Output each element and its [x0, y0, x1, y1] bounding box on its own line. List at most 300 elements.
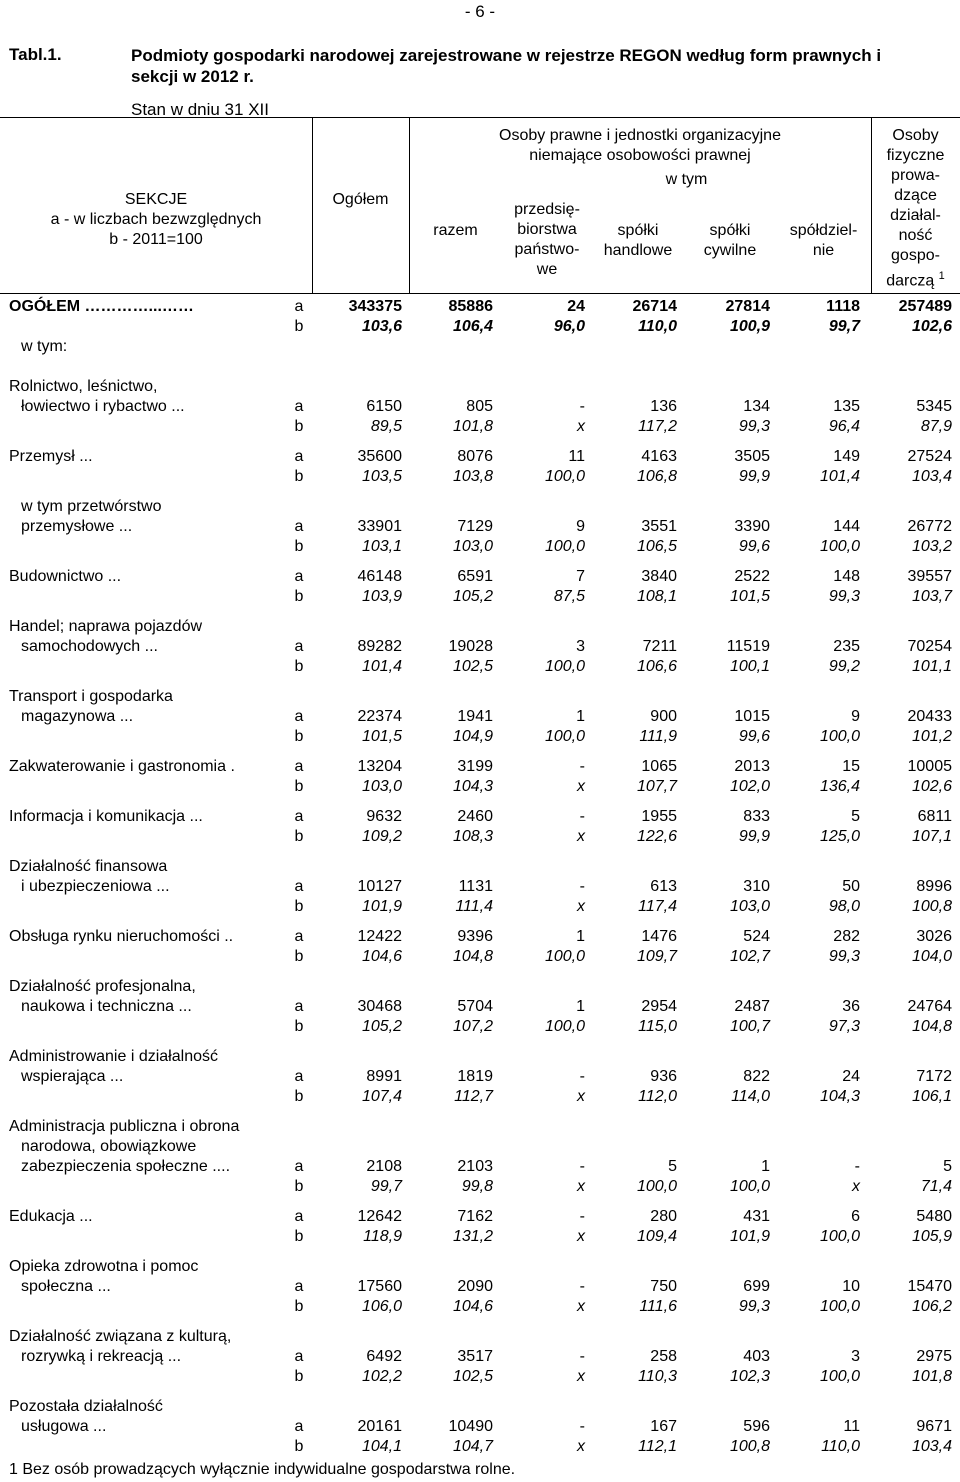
table-row	[0, 807, 960, 827]
table-cell: 5480	[916, 1208, 952, 1225]
table-cell: -	[579, 808, 585, 825]
table-row	[0, 997, 960, 1017]
table-cell: -	[579, 1418, 585, 1435]
table-cell: 33901	[357, 518, 402, 535]
table-cell: 102,7	[729, 948, 770, 965]
table-cell: 258	[650, 1348, 677, 1365]
table-cell: 26772	[907, 518, 952, 535]
table-cell: 136,4	[819, 778, 860, 795]
table-cell: x	[577, 1228, 585, 1245]
table-cell: 99,3	[738, 418, 770, 435]
table-cell: 103,1	[361, 538, 402, 555]
table-row	[0, 397, 960, 417]
row-label: Rolnictwo, leśnictwo,	[9, 378, 158, 395]
row-label: narodowa, obowiązkowe	[21, 1138, 197, 1155]
table-cell: 30468	[357, 998, 402, 1015]
table-cell: 108,1	[636, 588, 677, 605]
row-label: OGÓŁEM …………...……	[9, 298, 194, 315]
table-cell: 1118	[826, 298, 860, 315]
table-cell: 1131	[458, 878, 493, 895]
table-cell: 99,3	[738, 1298, 770, 1315]
row-label: społeczna ...	[21, 1278, 111, 1295]
table-cell: 99,6	[738, 728, 770, 745]
row-type: a	[294, 1208, 304, 1225]
row-type: a	[294, 878, 304, 895]
table-cell: 111,4	[455, 898, 493, 915]
table-cell: 5704	[457, 998, 493, 1015]
table-cell: 10490	[448, 1418, 493, 1435]
table-cell: -	[579, 398, 585, 415]
table-cell: 103,2	[911, 538, 952, 555]
table-cell: -	[854, 1158, 860, 1175]
row-type: a	[294, 928, 304, 945]
table-row	[0, 1437, 960, 1457]
table-cell: 100,8	[911, 898, 952, 915]
table-cell: 115,0	[638, 1018, 677, 1035]
table-cell: 104,1	[361, 1438, 402, 1455]
table-cell: 3390	[734, 518, 770, 535]
table-cell: 97,3	[828, 1018, 860, 1035]
table-cell: 107,7	[636, 778, 677, 795]
table-cell: 5	[668, 1158, 677, 1175]
table-cell: 7172	[916, 1068, 952, 1085]
table-cell: 100,0	[729, 1178, 770, 1195]
row-label: Przemysł ...	[9, 448, 93, 465]
row-type: b	[294, 1298, 304, 1315]
table-cell: 103,0	[361, 778, 402, 795]
table-cell: 111,6	[639, 1298, 677, 1315]
table-cell: 24	[567, 298, 585, 315]
row-type: a	[294, 808, 304, 825]
table-cell: 103,5	[361, 468, 402, 485]
table-cell: 39557	[907, 568, 952, 585]
table-cell: 6150	[366, 398, 402, 415]
row-label: łowiectwo i rybactwo ...	[21, 398, 185, 415]
table-cell: 900	[650, 708, 677, 725]
table-cell: 117,4	[638, 898, 677, 915]
table-row	[0, 757, 960, 777]
table-row	[0, 877, 960, 897]
section-label-line	[0, 617, 960, 637]
table-cell: 3517	[457, 1348, 493, 1365]
table-cell: 6	[851, 1208, 860, 1225]
table-row	[0, 1087, 960, 1107]
section-label-line	[0, 1257, 960, 1277]
table-cell: 3199	[457, 758, 493, 775]
table-cell: 96,4	[828, 418, 860, 435]
table-cell: 3	[576, 638, 585, 655]
table-cell: 134	[743, 398, 770, 415]
table-cell: 20161	[357, 1418, 402, 1435]
table-cell: 101,9	[361, 898, 402, 915]
row-label: Zakwaterowanie i gastronomia .	[9, 758, 235, 775]
table-cell: 3	[851, 1348, 860, 1365]
table-cell: 106,0	[361, 1298, 402, 1315]
total-header: Ogółem	[332, 191, 389, 208]
table-row	[0, 727, 960, 747]
section-label-line	[0, 857, 960, 877]
table-row	[0, 567, 960, 587]
table-cell: 750	[650, 1278, 677, 1295]
table-cell: 7162	[457, 1208, 493, 1225]
table-cell: 257489	[898, 298, 952, 315]
table-cell: x	[577, 1088, 585, 1105]
table-label: Tabl.1.	[9, 45, 62, 64]
row-label: Pozostała działalność	[9, 1398, 163, 1415]
row-type: b	[294, 318, 304, 335]
table-cell: 2487	[734, 998, 770, 1015]
table-cell: 100,0	[819, 1368, 860, 1385]
table-cell: 3840	[641, 568, 677, 585]
table-cell: 104,7	[452, 1438, 493, 1455]
row-type: a	[294, 1418, 304, 1435]
row-type: b	[294, 898, 304, 915]
table-cell: 99,3	[828, 948, 860, 965]
table-cell: 10	[842, 1278, 860, 1295]
table-cell: 99,9	[738, 828, 770, 845]
table-row	[0, 897, 960, 917]
row-type: a	[294, 1068, 304, 1085]
table-cell: 310	[743, 878, 770, 895]
row-type: a	[294, 1158, 304, 1175]
table-cell: 104,8	[452, 948, 493, 965]
table-row	[0, 947, 960, 967]
natural-persons-header: Osoby fizyczne prowa- dzące działal- ność gospo- darczą $^1$	[886, 127, 945, 290]
table-cell: 101,5	[361, 728, 402, 745]
table-cell: 1476	[641, 928, 677, 945]
table-cell: 36	[842, 998, 860, 1015]
table-cell: 1015	[734, 708, 770, 725]
table-cell: 100,0	[544, 948, 585, 965]
table-cell: 101,4	[361, 658, 402, 675]
table-cell: 17560	[357, 1278, 402, 1295]
table-cell: 100,0	[636, 1178, 677, 1195]
row-label: samochodowych ...	[21, 638, 158, 655]
row-type: b	[294, 828, 304, 845]
table-cell: x	[577, 828, 585, 845]
table-cell: -	[579, 1348, 585, 1365]
table-cell: 100,7	[729, 1018, 770, 1035]
table-body	[0, 297, 960, 1457]
table-cell: 5345	[916, 398, 952, 415]
table-subtitle: Stan w dniu 31 XII	[131, 100, 269, 119]
table-cell: 89282	[357, 638, 402, 655]
table-cell: 9	[851, 708, 860, 725]
table-cell: 102,3	[729, 1368, 770, 1385]
table-cell: 5	[943, 1158, 952, 1175]
table-cell: 131,2	[452, 1228, 493, 1245]
table-cell: 109,4	[636, 1228, 677, 1245]
table-cell: 107,4	[361, 1088, 402, 1105]
table-cell: 27814	[725, 298, 770, 315]
table-cell: 87,9	[920, 418, 952, 435]
sections-header: SEKCJE a - w liczbach bezwzględnych b - 2011=100	[50, 191, 262, 248]
table-cell: 431	[743, 1208, 770, 1225]
row-label: usługowa ...	[21, 1418, 107, 1435]
table-cell: 104,6	[452, 1298, 493, 1315]
table-cell: x	[577, 1298, 585, 1315]
table-cell: 103,0	[452, 538, 493, 555]
legal-persons-header: Osoby prawne i jednostki organizacyjne niemające osobowości prawnej	[499, 127, 781, 164]
table-cell: 107,1	[911, 828, 952, 845]
table-cell: 2108	[366, 1158, 402, 1175]
table-row	[0, 1367, 960, 1387]
table-cell: 100,0	[544, 728, 585, 745]
row-type: a	[294, 518, 304, 535]
table-cell: 524	[743, 928, 770, 945]
table-row	[0, 1177, 960, 1197]
state-enterprises-header: przedsię- biorstwa państwo- we	[514, 201, 580, 278]
table-cell: 24	[842, 1068, 860, 1085]
subheading-row	[0, 337, 960, 357]
row-type: b	[294, 418, 304, 435]
table-cell: 35600	[357, 448, 402, 465]
table-cell: x	[577, 1438, 585, 1455]
table-cell: 9	[576, 518, 585, 535]
table-cell: 110,0	[821, 1438, 860, 1455]
table-row	[0, 417, 960, 437]
table-cell: 101,4	[819, 468, 860, 485]
table-cell: 9632	[366, 808, 402, 825]
table-cell: 85886	[448, 298, 493, 315]
table-cell: 111,9	[639, 728, 677, 745]
table-cell: 106,1	[911, 1088, 952, 1105]
table-cell: 104,3	[452, 778, 493, 795]
table-cell: 100,0	[544, 1018, 585, 1035]
table-cell: 117,2	[638, 418, 677, 435]
table-cell: 100,0	[819, 1228, 860, 1245]
section-label-line	[0, 687, 960, 707]
table-cell: 105,9	[911, 1228, 952, 1245]
page-number: - 6 -	[464, 2, 496, 21]
table-cell: 100,0	[819, 728, 860, 745]
table-row	[0, 927, 960, 947]
section-label-line	[0, 1137, 960, 1157]
table-cell: 343375	[348, 298, 402, 315]
table-cell: 280	[650, 1208, 677, 1225]
table-cell: 102,5	[452, 1368, 493, 1385]
row-type: b	[294, 728, 304, 745]
table-cell: 50	[842, 878, 860, 895]
table-cell: 103,0	[729, 898, 770, 915]
table-cell: 112,7	[454, 1088, 493, 1105]
table-cell: 100,0	[544, 658, 585, 675]
row-label: Transport i gospodarka	[9, 688, 173, 705]
table-cell: 2522	[734, 568, 770, 585]
row-label: Administracja publiczna i obrona	[9, 1118, 240, 1135]
table-cell: 104,0	[911, 948, 952, 965]
cooperatives-header: spółdziel- nie	[789, 222, 858, 259]
table-cell: 3026	[916, 928, 952, 945]
table-cell: 699	[743, 1278, 770, 1295]
table-cell: -	[579, 1208, 585, 1225]
table-cell: 106,5	[636, 538, 677, 555]
table-cell: 99,2	[828, 658, 860, 675]
table-cell: 1819	[457, 1068, 493, 1085]
header-top-rule	[0, 117, 960, 118]
row-type: a	[294, 568, 304, 585]
table-cell: 1	[576, 928, 585, 945]
row-type: a	[294, 1348, 304, 1365]
razem-header: razem	[433, 222, 478, 239]
table-cell: 1941	[457, 708, 493, 725]
table-cell: 101,5	[729, 588, 770, 605]
row-label: rozrywką i rekreacją ...	[21, 1348, 182, 1365]
row-label: Edukacja ...	[9, 1208, 93, 1225]
table-row	[0, 1207, 960, 1227]
section-label-line	[0, 377, 960, 397]
table-cell: 6811	[917, 808, 952, 825]
table-cell: 103,7	[911, 588, 952, 605]
table-cell: 106,4	[452, 318, 493, 335]
table-row	[0, 777, 960, 797]
table-cell: -	[579, 758, 585, 775]
row-label: zabezpieczenia społeczne ....	[21, 1158, 231, 1175]
table-cell: 103,8	[452, 468, 493, 485]
row-type: b	[294, 468, 304, 485]
table-cell: 103,4	[911, 468, 952, 485]
table-cell: 101,9	[729, 1228, 770, 1245]
row-label: Informacja i komunikacja ...	[9, 808, 203, 825]
table-cell: 71,4	[920, 1178, 952, 1195]
table-cell: 102,6	[911, 318, 952, 335]
table-cell: 106,2	[911, 1298, 952, 1315]
row-type: a	[294, 398, 304, 415]
table-cell: -	[579, 878, 585, 895]
row-label: Budownictwo ...	[9, 568, 122, 585]
table-cell: 8991	[366, 1068, 402, 1085]
row-type: b	[294, 538, 304, 555]
table-cell: x	[577, 778, 585, 795]
table-cell: 103,9	[361, 588, 402, 605]
row-type: a	[294, 1278, 304, 1295]
table-cell: 1	[576, 998, 585, 1015]
table-cell: 104,8	[911, 1018, 952, 1035]
row-type: b	[294, 778, 304, 795]
table-cell: 118,9	[363, 1228, 402, 1245]
row-type: b	[294, 1438, 304, 1455]
table-cell: 833	[743, 808, 770, 825]
table-cell: 99,8	[461, 1178, 493, 1195]
table-row	[0, 537, 960, 557]
table-row	[0, 1297, 960, 1317]
row-type: a	[294, 298, 304, 315]
row-label: magazynowa ...	[21, 708, 134, 725]
table-cell: 102,6	[911, 778, 952, 795]
table-cell: 12422	[357, 928, 402, 945]
table-cell: 2954	[641, 998, 677, 1015]
table-cell: 100,0	[544, 468, 585, 485]
table-cell: 8076	[457, 448, 493, 465]
table-cell: 100,0	[819, 538, 860, 555]
section-label-line	[0, 1397, 960, 1417]
table-cell: 99,6	[738, 538, 770, 555]
row-type: a	[294, 708, 304, 725]
table-row	[0, 447, 960, 467]
row-type: b	[294, 1018, 304, 1035]
table-row	[0, 1067, 960, 1087]
table-cell: 167	[650, 1418, 677, 1435]
row-type: b	[294, 1228, 304, 1245]
table-cell: 596	[743, 1418, 770, 1435]
row-label: w tym:	[21, 338, 68, 355]
table-cell: 26714	[632, 298, 677, 315]
footnote: 1 Bez osób prowadzących wyłącznie indywidualne gospodarstwa rolne.	[9, 1461, 516, 1478]
table-cell: 122,6	[636, 828, 677, 845]
table-cell: 110,0	[638, 318, 677, 335]
table-cell: 100,8	[729, 1438, 770, 1455]
section-label-line	[0, 1117, 960, 1137]
row-type: b	[294, 1088, 304, 1105]
civil-partnerships-header: spółki cywilne	[703, 222, 757, 259]
table-cell: 144	[833, 518, 860, 535]
table-cell: x	[577, 418, 585, 435]
table-cell: 136	[650, 398, 677, 415]
table-cell: 104,6	[361, 948, 402, 965]
row-type: a	[294, 998, 304, 1015]
table-cell: 99,7	[370, 1178, 402, 1195]
table-cell: 106,8	[636, 468, 677, 485]
row-label: Handel; naprawa pojazdów	[9, 618, 203, 635]
table-cell: 100,9	[729, 318, 770, 335]
table-cell: 107,2	[452, 1018, 493, 1035]
table-cell: 10005	[907, 758, 952, 775]
table-cell: 101,8	[452, 418, 493, 435]
table-cell: 15470	[907, 1278, 952, 1295]
row-label: Działalność profesjonalna,	[9, 978, 196, 995]
row-label: Działalność finansowa	[9, 858, 168, 875]
table-cell: 2103	[457, 1158, 493, 1175]
table-cell: 7211	[642, 638, 677, 655]
table-row	[0, 657, 960, 677]
table-cell: 235	[833, 638, 860, 655]
table-cell: 112,1	[638, 1438, 677, 1455]
table-cell: 110,3	[638, 1368, 677, 1385]
table-cell: 99,3	[828, 588, 860, 605]
table-cell: 2013	[734, 758, 770, 775]
table-cell: 112,0	[638, 1088, 677, 1105]
table-cell: 11	[568, 448, 585, 465]
table-row	[0, 517, 960, 537]
table-cell: 99,9	[738, 468, 770, 485]
table-cell: 125,0	[819, 828, 860, 845]
table-row	[0, 1347, 960, 1367]
table-cell: 822	[743, 1068, 770, 1085]
table-cell: 96,0	[553, 318, 585, 335]
table-cell: 20433	[907, 708, 952, 725]
table-cell: 9396	[457, 928, 493, 945]
table-row	[0, 1277, 960, 1297]
table-row	[0, 587, 960, 607]
table-cell: 4163	[641, 448, 677, 465]
row-type: b	[294, 1368, 304, 1385]
table-title: Podmioty gospodarki narodowej zarejestrowane w rejestrze REGON według form prawnych i sekcji w 2012 r.	[131, 46, 882, 86]
table-cell: 1955	[641, 808, 677, 825]
table-cell: 87,5	[553, 588, 585, 605]
section-label-line	[0, 497, 960, 517]
table-cell: 15	[842, 758, 860, 775]
section-label-line	[0, 1047, 960, 1067]
table-cell: -	[579, 1158, 585, 1175]
table-cell: 100,0	[819, 1298, 860, 1315]
table-cell: 103,6	[361, 318, 402, 335]
section-label-line	[0, 1327, 960, 1347]
table-cell: 100,1	[729, 658, 770, 675]
row-type: b	[294, 1178, 304, 1195]
table-row	[0, 467, 960, 487]
table-cell: 109,7	[636, 948, 677, 965]
table-row	[0, 707, 960, 727]
